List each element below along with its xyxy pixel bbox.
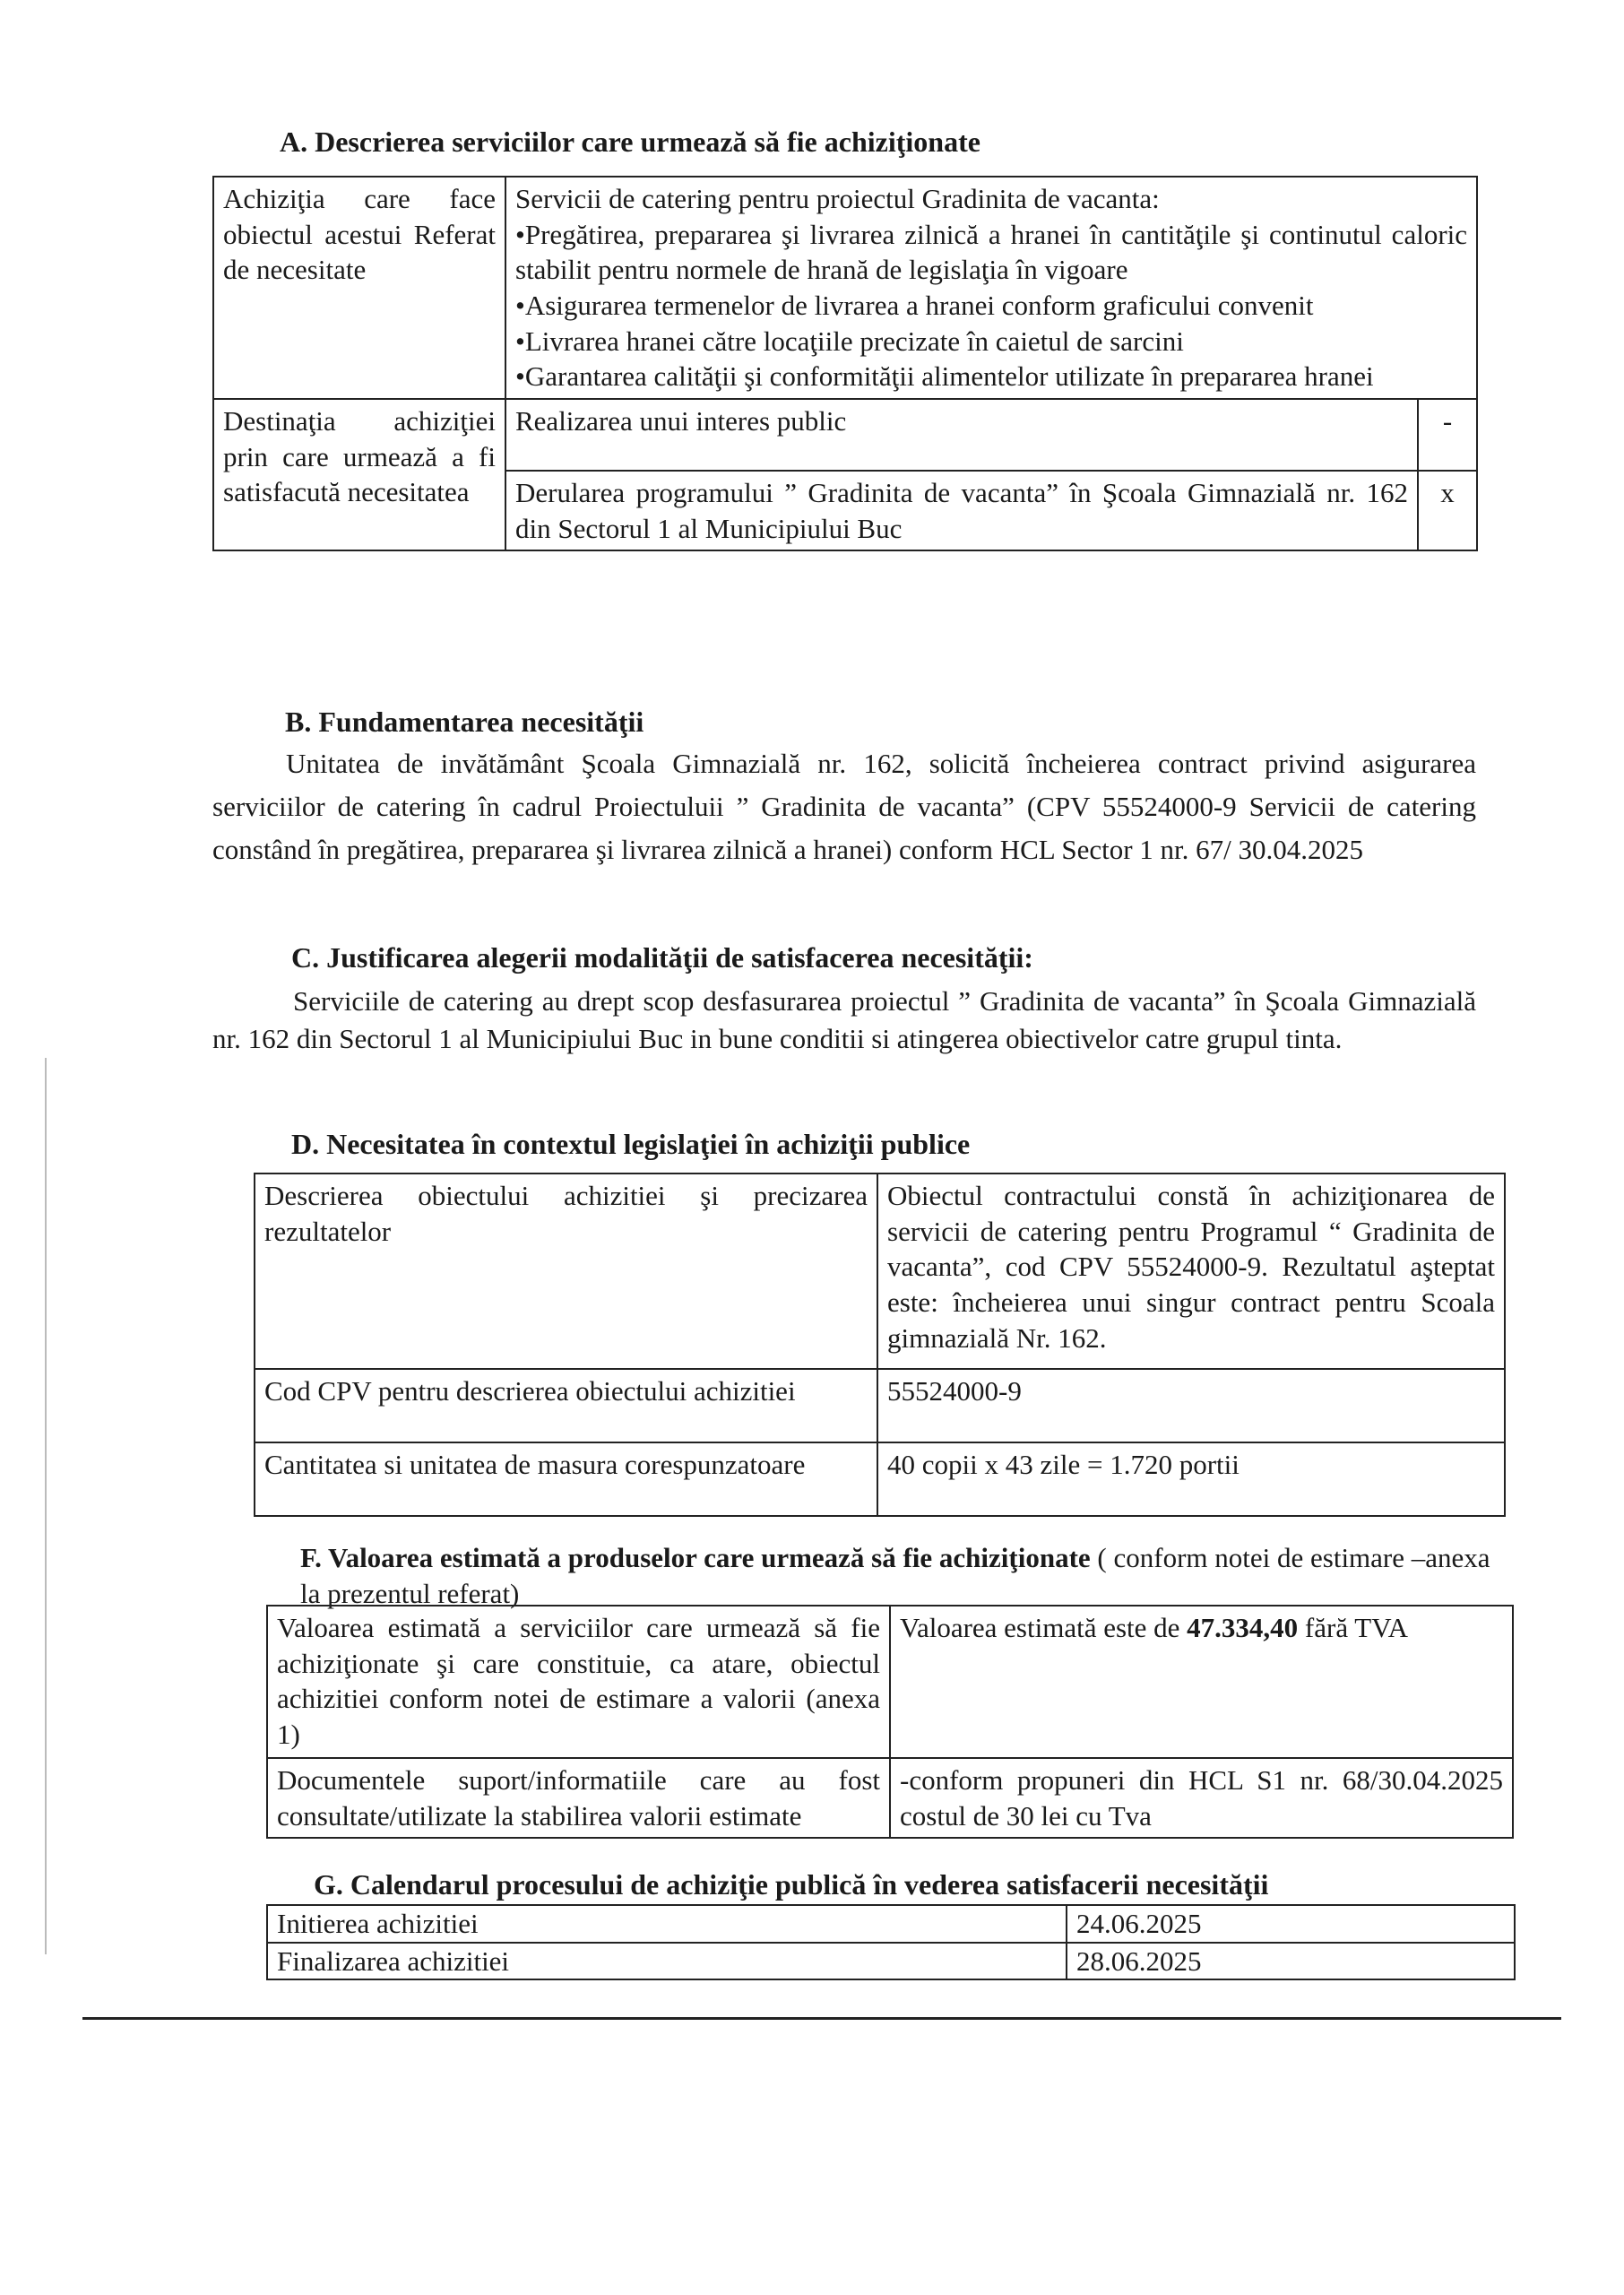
- section-f-heading-bold: F. Valoarea estimată a produselor care urmează să fie achiziţionate: [300, 1542, 1091, 1573]
- scan-margin-line: [45, 1058, 47, 1954]
- bottom-separator-line: [82, 2017, 1561, 2020]
- acquisition-intro: Servicii de catering pentru proiectul Gradinita de vacanta:: [515, 183, 1160, 214]
- table-row: [255, 1173, 1505, 1369]
- support-documents-value: -conform propuneri din HCL S1 nr. 68/30.04.2025 costul de 30 lei cu Tva: [890, 1758, 1513, 1838]
- table-row: [267, 1758, 1513, 1838]
- list-item: •Asigurarea termenelor de livrarea a hranei conform graficului convenit: [515, 290, 1314, 322]
- section-c-heading: C. Justificarea alegerii modalităţii de satisfacerea necesităţii:: [291, 941, 1033, 974]
- list-item: •Garantarea calităţii şi conformităţii alimentelor utilizate în prepararea hranei: [515, 360, 1374, 393]
- initiation-date: 24.06.2025: [1067, 1905, 1515, 1943]
- section-f-heading: [300, 1540, 1492, 1612]
- section-f-heading-note: ( conform notei de estimare –anexa la prezentul referat): [300, 1542, 1490, 1609]
- section-c-text: [212, 983, 1476, 1058]
- section-c-paragraph: Serviciile de catering au drept scop desfasurarea proiectul ” Gradinita de vacanta” în Şcoala Gimnazială nr. 162 din Sectorul 1 al Municipiului Buc in bune conditii si atingerea obiectivelor catre grupul tinta.: [212, 985, 1476, 1054]
- estimated-value-suffix: fără TVA: [1298, 1612, 1408, 1643]
- section-g-table: [266, 1904, 1516, 1980]
- estimated-value-label: Valoarea estimată a serviciilor care urmează să fie achiziţionate şi care constituie, ca atare, obiectul achizitiei conform notei de estimare a valorii (anexa 1): [267, 1606, 890, 1758]
- section-b-paragraph: Unitatea de invătământ Şcoala Gimnazială nr. 162, solicită încheierea contract privind asigurarea serviciilor de catering în cadrul Proiectuluii ” Gradinita de vacanta” (CPV 55524000-9 Servicii de catering constând în pregătirea, prepararea şi livrarea zilnică a hranei) conform HCL Sector 1 nr. 67/ 30.04.2025: [212, 748, 1476, 865]
- section-d-table: [254, 1173, 1506, 1517]
- completion-label: Finalizarea achizitiei: [267, 1943, 1067, 1980]
- support-documents-label: Documentele suport/informatiile care au fost consultate/utilizate la stabilirea valorii estimate: [267, 1758, 890, 1838]
- list-item: •Pregătirea, prepararea şi livrarea zilnică a hranei în cantităţile şi continutul caloric stabilit pentru normele de hrană de legislaţia în vigoare: [515, 218, 1468, 286]
- acquisition-description: [505, 177, 1477, 399]
- section-a-table: [212, 176, 1478, 551]
- destination-option-mark: x: [1418, 471, 1477, 550]
- object-description-value: Obiectul contractului constă în achiziţionarea de servicii de catering pentru Programul “ Gradinita de vacanta”, cod CPV 55524000-9. Rezultatul aşteptat este: încheierea unui singur contract pentru Scoala gimnazială Nr. 162.: [877, 1173, 1505, 1369]
- estimated-value-amount: 47.334,40: [1187, 1612, 1299, 1643]
- quantity-value: 40 copii x 43 zile = 1.720 portii: [877, 1442, 1505, 1516]
- cpv-code-value: 55524000-9: [877, 1369, 1505, 1442]
- acquisition-label: Achiziţia care face obiectul acestui Referat de necesitate: [213, 177, 505, 399]
- cpv-code-label: Cod CPV pentru descrierea obiectului achizitiei: [255, 1369, 877, 1442]
- estimated-value-cell: [890, 1606, 1513, 1758]
- completion-date: 28.06.2025: [1067, 1943, 1515, 1980]
- section-b-text: [212, 742, 1476, 871]
- estimated-value-prefix: Valoarea estimată este de: [900, 1612, 1188, 1643]
- table-row: [267, 1905, 1515, 1943]
- table-row: [213, 399, 1477, 471]
- destination-option-mark: -: [1418, 399, 1477, 471]
- destination-option-program: Derularea programului ” Gradinita de vacanta” în Şcoala Gimnazială nr. 162 din Sectorul 1 al Municipiului Buc: [505, 471, 1418, 550]
- quantity-label: Cantitatea si unitatea de masura corespunzatoare: [255, 1442, 877, 1516]
- table-row: [255, 1369, 1505, 1442]
- section-f-table: [266, 1605, 1514, 1839]
- section-g-heading: G. Calendarul procesului de achiziţie publică în vederea satisfacerii necesităţii: [314, 1868, 1269, 1901]
- table-row: [267, 1606, 1513, 1758]
- table-row: [267, 1943, 1515, 1980]
- object-description-label: Descrierea obiectului achizitiei şi precizarea rezultatelor: [255, 1173, 877, 1369]
- list-item: •Livrarea hranei către locaţiile precizate în caietul de sarcini: [515, 325, 1184, 357]
- section-a-heading: A. Descrierea serviciilor care urmează să fie achiziţionate: [280, 126, 980, 158]
- table-row: [255, 1442, 1505, 1516]
- destination-option-public-interest: Realizarea unui interes public: [505, 399, 1418, 471]
- destination-label: Destinaţia achiziţiei prin care urmează a fi satisfacută necesitatea: [213, 399, 505, 550]
- section-b-heading: B. Fundamentarea necesităţii: [285, 706, 644, 738]
- section-d-heading: D. Necesitatea în contextul legislaţiei în achiziţii publice: [291, 1128, 971, 1160]
- initiation-label: Initierea achizitiei: [267, 1905, 1067, 1943]
- table-row: [213, 177, 1477, 399]
